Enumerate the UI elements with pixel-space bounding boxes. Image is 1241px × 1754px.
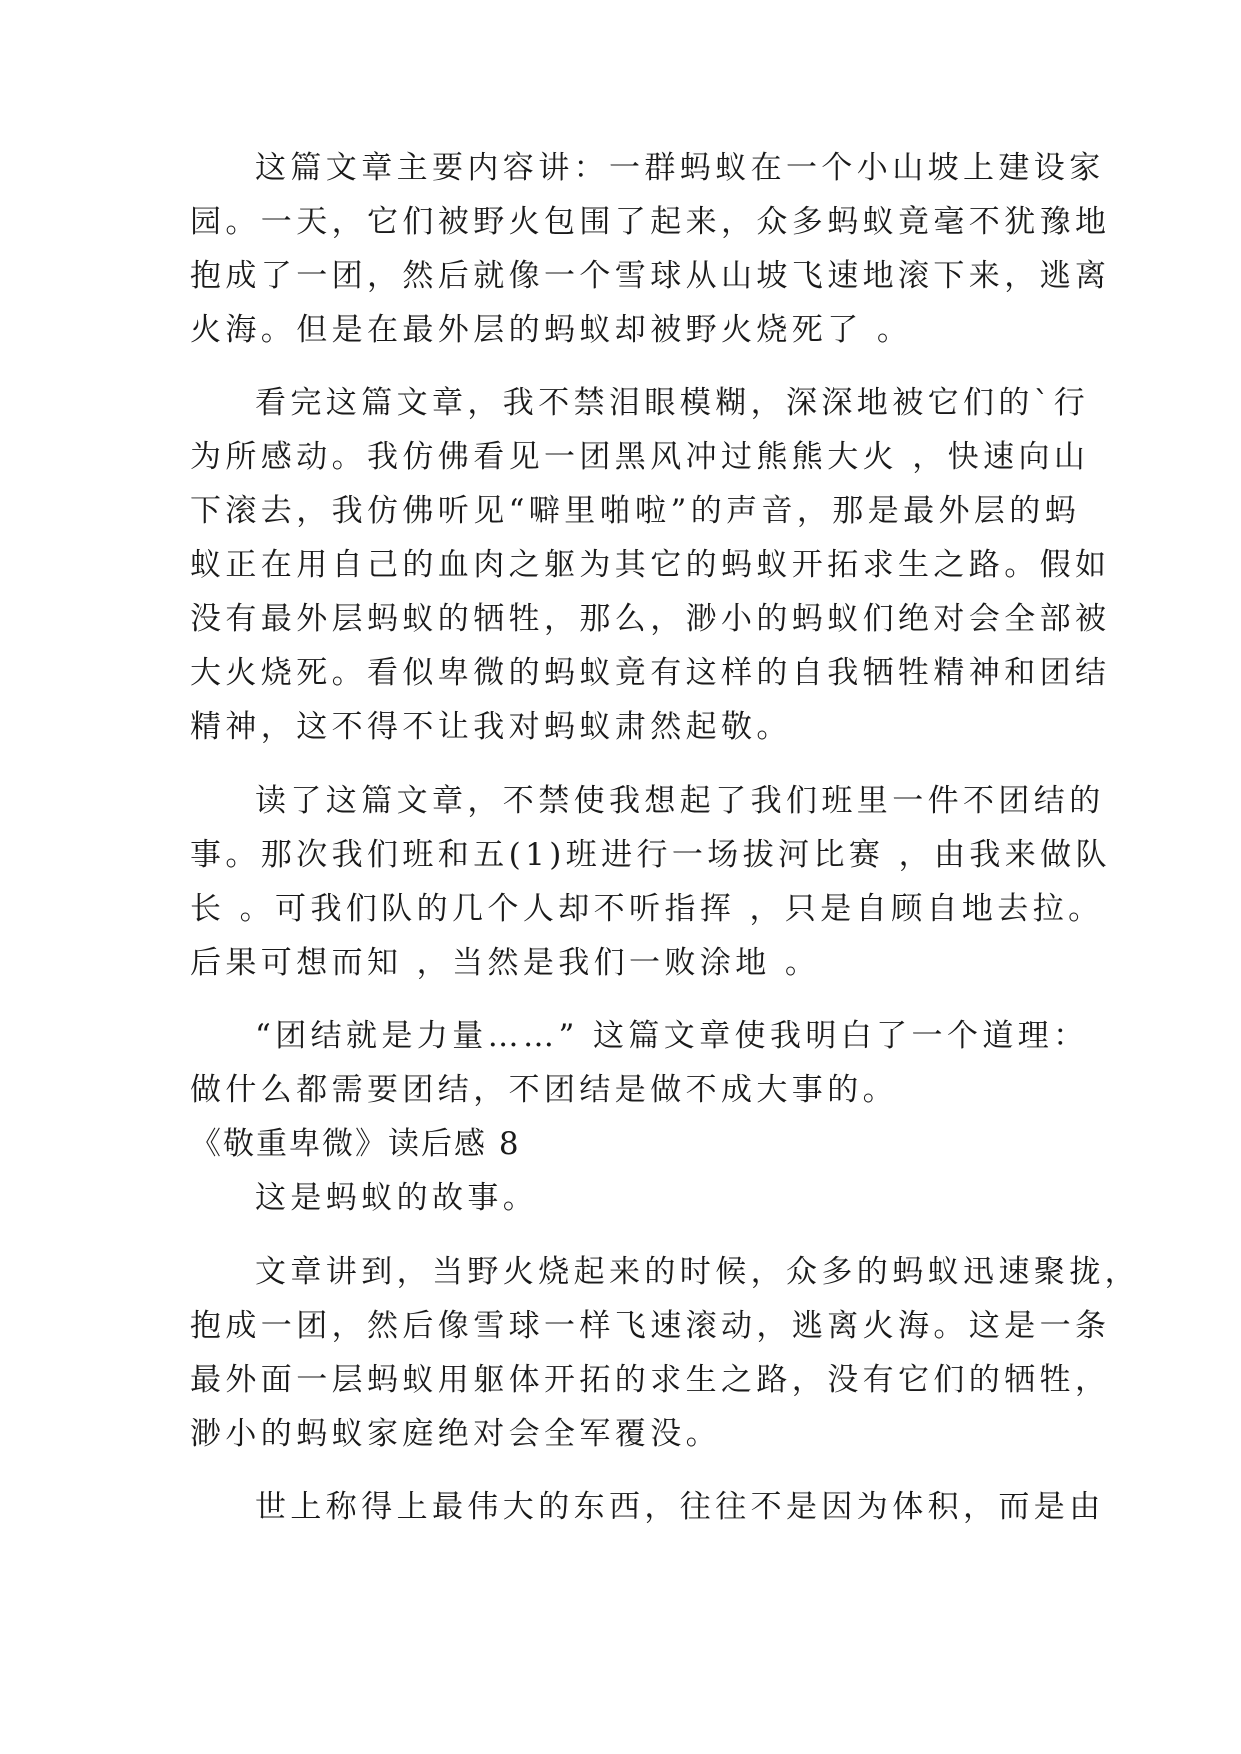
text-line: 火海。但是在最外层的蚂蚁却被野火烧死了 。 <box>190 312 913 348</box>
text-line: 最外面一层蚂蚁用躯体开拓的求生之路，没有它们的牺牲， <box>190 1362 1111 1398</box>
text-line: 大火烧死。看似卑微的蚂蚁竟有这样的自我牺牲精神和团结 <box>190 655 1111 691</box>
text-line: 园。一天，它们被野火包围了起来，众多蚂蚁竟毫不犹豫地 <box>190 204 1111 240</box>
text-line: 读了这篇文章，不禁使我想起了我们班里一件不团结的 <box>255 783 1105 819</box>
text-line: 这是蚂蚁的故事。 <box>255 1180 539 1216</box>
text-line: 世上称得上最伟大的东西，往往不是因为体积，而是由 <box>255 1489 1105 1525</box>
text-line: 做什么都需要团结，不团结是做不成大事的。 <box>190 1072 898 1108</box>
text-line: 事。那次我们班和五(1)班进行一场拔河比赛 ，由我来做队 <box>190 837 1111 873</box>
text-line: 抱成一团，然后像雪球一样飞速滚动，逃离火海。这是一条 <box>190 1308 1111 1344</box>
text-line: 渺小的蚂蚁家庭绝对会全军覆没。 <box>190 1416 721 1452</box>
text-line: 为所感动。我仿佛看见一团黑风冲过熊熊大火 ，快速向山 <box>190 439 1090 475</box>
text-line: 文章讲到，当野火烧起来的时候，众多的蚂蚁迅速聚拢， <box>255 1254 1140 1290</box>
text-line: 蚁正在用自己的血肉之躯为其它的蚂蚁开拓求生之路。假如 <box>190 547 1111 583</box>
text-line: 没有最外层蚂蚁的牺牲，那么，渺小的蚂蚁们绝对会全部被 <box>190 601 1111 637</box>
text-line: 后果可想而知 ，当然是我们一败涂地 。 <box>190 945 821 981</box>
text-line: 这篇文章主要内容讲：一群蚂蚁在一个小山坡上建设家 <box>255 150 1105 186</box>
text-line: 看完这篇文章，我不禁泪眼模糊，深深地被它们的`行 <box>255 385 1090 421</box>
text-line: 抱成了一团，然后就像一个雪球从山坡飞速地滚下来，逃离 <box>190 258 1111 294</box>
text-line: 长 。可我们队的几个人却不听指挥 ，只是自顾自地去拉。 <box>190 891 1104 927</box>
text-line: “团结就是力量……” 这篇文章使我明白了一个道理： <box>255 1018 1089 1054</box>
section-title: 《敬重卑微》读后感 8 <box>190 1126 521 1162</box>
text-line: 下滚去，我仿佛听见“噼里啪啦”的声音，那是最外层的蚂 <box>190 493 1081 529</box>
text-line: 精神，这不得不让我对蚂蚁肃然起敬。 <box>190 709 792 745</box>
